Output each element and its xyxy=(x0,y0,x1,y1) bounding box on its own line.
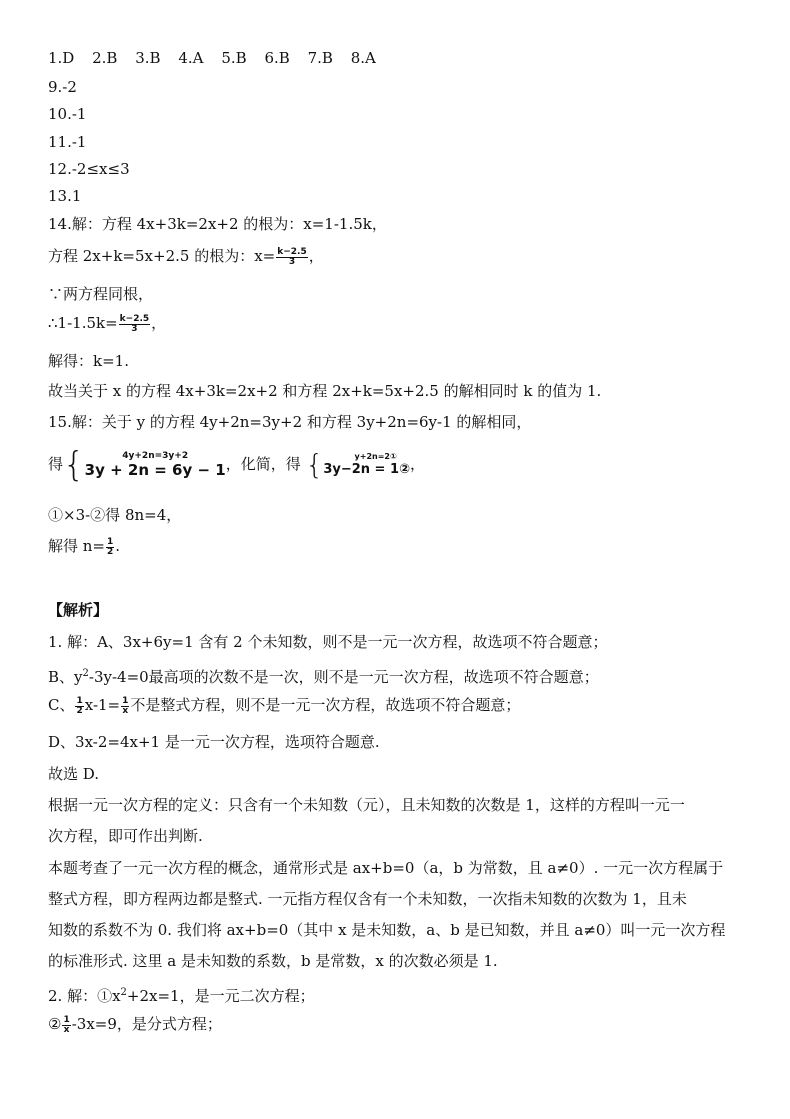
analysis-line-11: 的标准形式. 这里 a 是未知数的系数，b 是常数，x 的次数必须是 1. xyxy=(48,952,498,970)
q14-line-1: 14.解：方程 4x+3k=2x+2 的根为：x=1-1.5k， xyxy=(48,215,387,233)
answer-2: 2.B xyxy=(92,49,118,67)
fraction: $\frac{1}{2}$ xyxy=(76,695,83,716)
analysis-line-13: ② $\frac{1}{x}$ -3x=9，是分式方程； xyxy=(48,1014,222,1035)
answer-row xyxy=(48,48,389,68)
fraction: $\frac{k-2.5}{3}$ xyxy=(119,313,150,334)
analysis-line-2: B、$y^2-3y-4=0$最高项的次数不是一次，则不是一元一次方程，故选项不符合题意； xyxy=(48,668,599,686)
analysis-line-12: 2. 解：$①x^2+2x=1$，是一元二次方程； xyxy=(48,987,315,1005)
analysis-line-10: 知数的系数不为 0. 我们将 ax+b=0（其中 x 是未知数，a、b 是已知数，并且 a≠0）叫一元一次方程 xyxy=(48,921,726,939)
analysis-line-7: 次方程，即可作出判断. xyxy=(48,827,203,845)
fraction: $\frac{k-2.5}{3}$ xyxy=(277,246,307,267)
q14-line-6: 故当关于 x 的方程 4x+3k=2x+2 和方程 2x+k=5x+2.5 的解相同时 k 的值为 1. xyxy=(48,382,602,400)
answer-9: 9.-2 xyxy=(48,78,77,96)
answer-4: 4.A xyxy=(178,49,204,67)
answer-12: 12.-2≤x≤3 xyxy=(48,160,130,178)
analysis-heading: 【解析】 xyxy=(48,601,109,619)
left-brace-icon: { xyxy=(63,445,85,485)
q15-line-4: 解得 n= $\frac{1}{2}$ . xyxy=(48,536,121,557)
q14-line-3: ∵两方程同根， xyxy=(48,285,154,303)
equation-system-b: { y+2n=2① 3y−2n = 1② xyxy=(305,448,411,481)
analysis-line-3: C、 $\frac{1}{2}$ x-1= $\frac{1}{x}$ 不是整式方程，则不是一元一次方程，故选项不符合题意； xyxy=(48,695,521,716)
q14-line-4: ∴1-1.5k= $\frac{k-2.5}{3}$ ， xyxy=(48,313,167,334)
answer-5: 5.B xyxy=(221,49,247,67)
equation-system-a: { 4y+2n=3y+2 3y + 2n = 6y − 1 xyxy=(63,445,226,485)
q14-line-2: 方程 2x+k=5x+2.5 的根为：x= $\frac{k-2.5}{3}$ ， xyxy=(48,246,324,267)
answer-10: 10.-1 xyxy=(48,105,87,123)
analysis-line-4: D、3x-2=4x+1 是一元一次方程，选项符合题意. xyxy=(48,733,380,751)
analysis-line-6: 根据一元一次方程的定义：只含有一个未知数（元），且未知数的次数是 1，这样的方程叫一元一 xyxy=(48,796,685,814)
answer-11: 11.-1 xyxy=(48,133,87,151)
q15-line-3: ①×3-②得 8n=4， xyxy=(48,506,182,524)
q15-line-1: 15.解：关于 y 的方程 4y+2n=3y+2 和方程 3y+2n=6y-1 的解相同， xyxy=(48,413,532,431)
analysis-line-8: 本题考查了一元一次方程的概念，通常形式是 ax+b=0（a，b 为常数，且 a≠0）. 一元一次方程属于 xyxy=(48,859,724,877)
analysis-line-1: 1. 解：A、3x+6y=1 含有 2 个未知数，则不是一元一次方程，故选项不符合题意； xyxy=(48,633,608,651)
analysis-line-9: 整式方程，即方程两边都是整式. 一元指方程仅含有一个未知数，一次指未知数的次数为 1，且未 xyxy=(48,890,687,908)
answer-7: 7.B xyxy=(307,49,333,67)
answer-13: 13.1 xyxy=(48,187,82,205)
fraction: $\frac{1}{x}$ xyxy=(63,1014,70,1035)
answer-8: 8.A xyxy=(350,49,376,67)
q14-line-5: 解得：k=1. xyxy=(48,352,129,370)
q15-line-2: 得{ 4y+2n=3y+2 3y + 2n = 6y − 1 ，化简，得 { y+2n=2① 3y−2n = 1② ， xyxy=(48,445,426,485)
answer-1: 1.D xyxy=(48,49,75,67)
answer-3: 3.B xyxy=(135,49,161,67)
fraction: $\frac{1}{x}$ xyxy=(122,695,129,716)
left-brace-icon: { xyxy=(305,448,324,481)
fraction: $\frac{1}{2}$ xyxy=(107,536,114,557)
analysis-line-5: 故选 D. xyxy=(48,765,100,783)
answer-6: 6.B xyxy=(264,49,290,67)
